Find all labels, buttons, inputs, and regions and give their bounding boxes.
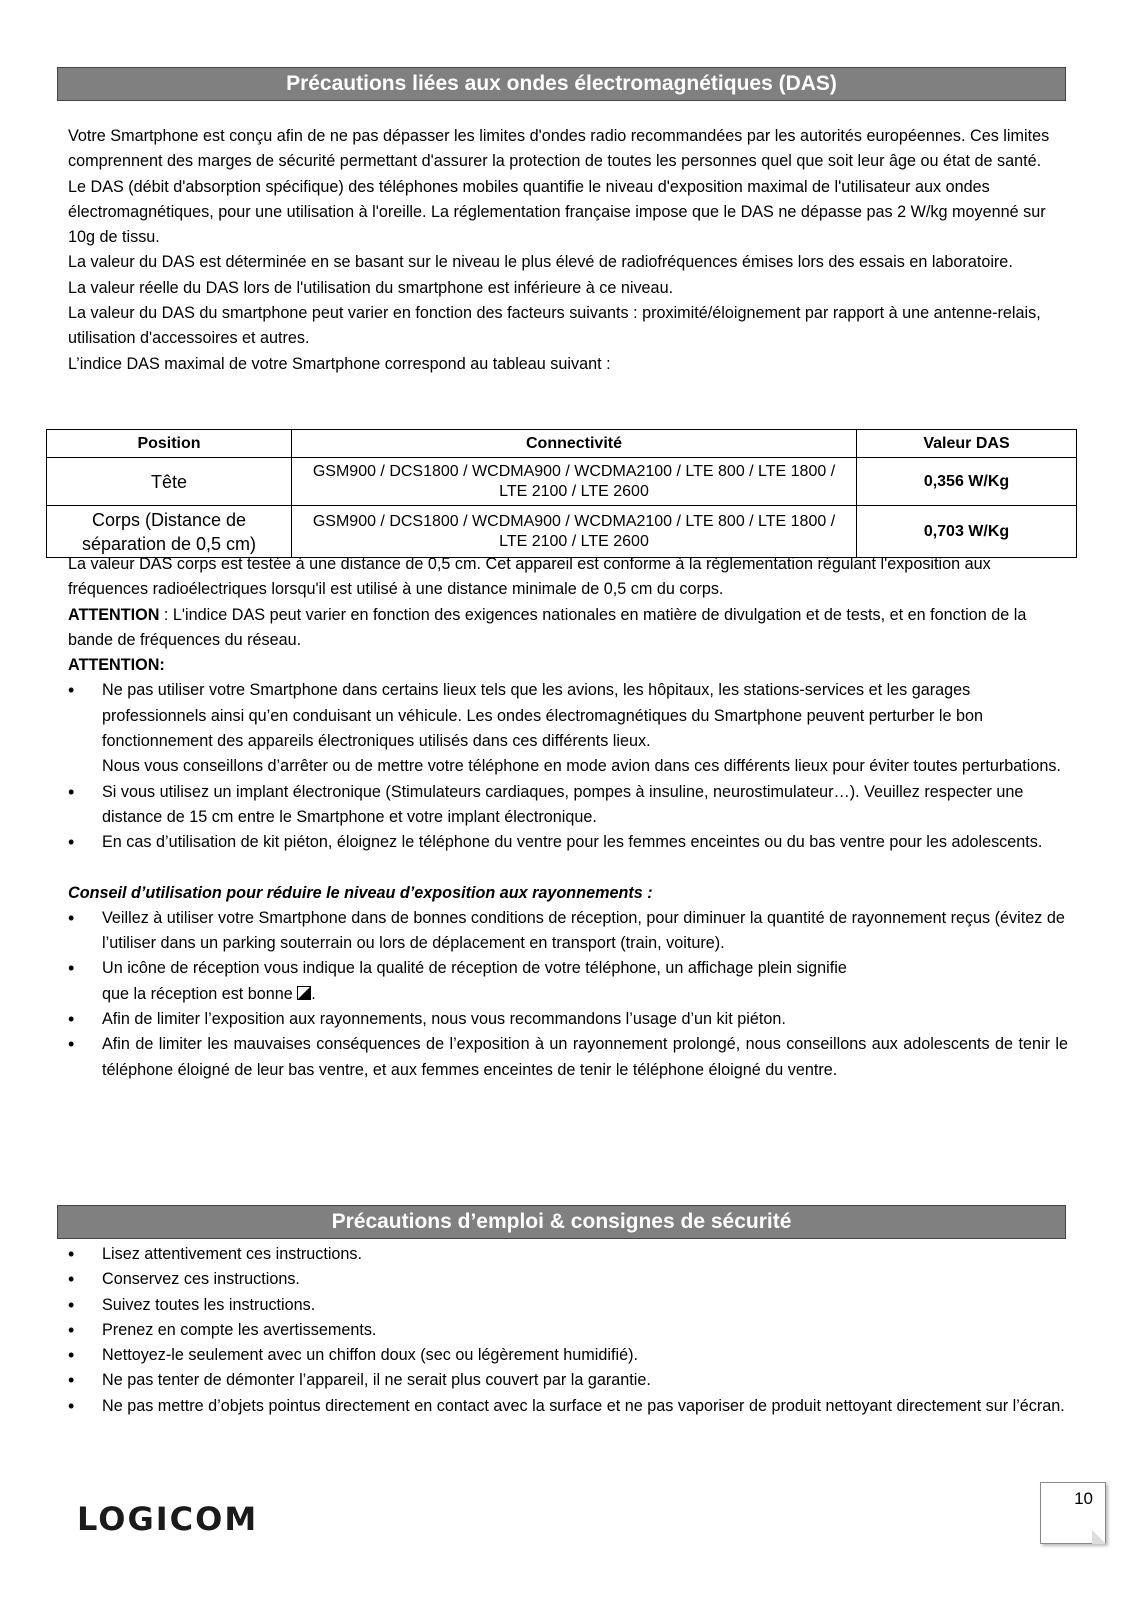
paragraph: Votre Smartphone est conçu afin de ne pas dépasser les limites d'ondes radio recommandées par les autorités européennes. Ces limites comprennent des marges de sécurité permettant d'assurer la protection de toutes les personnes quel que soit leur âge ou état de santé.	[68, 127, 1050, 171]
advice-heading: Conseil d’utilisation pour réduire le niveau d’exposition aux rayonnements :	[68, 883, 653, 902]
logicom-logo: LOGICOM	[77, 1500, 259, 1538]
paragraph: La valeur DAS corps est testée à une distance de 0,5 cm. Cet appareil est conforme à la règlementation régulant l'exposition aux fréquences radioélectriques lorsqu'il est utilisé à une distance minimale de 0,5 cm du corps.	[68, 555, 991, 599]
header-position: Position	[47, 430, 292, 458]
list-item: • Prenez en compte les avertissements.	[68, 1318, 1068, 1343]
attention-list	[68, 678, 1068, 855]
cell-position: Tête	[47, 458, 292, 506]
spacer	[68, 856, 1068, 881]
table-row	[47, 458, 1077, 506]
list-item: • Afin de limiter l’exposition aux rayonnements, nous vous recommandons l’usage d’un kit piéton.	[68, 1007, 1068, 1032]
paragraph: Le DAS (débit d'absorption spécifique) des téléphones mobiles quantifie le niveau d'exposition maximal de l'utilisateur aux ondes électromagnétiques, pour une utilisation à l'oreille. La réglementation française impose que le DAS ne dépasse pas 2 W/kg moyenné sur 10g de tissu.	[68, 177, 1046, 247]
table-header-row	[47, 430, 1077, 458]
list-item: • Conservez ces instructions.	[68, 1267, 1068, 1292]
list-item: • En cas d’utilisation de kit piéton, éloignez le téléphone du ventre pour les femmes enceintes ou du bas ventre pour les adolescents.	[68, 830, 1068, 855]
list-item: • Lisez attentivement ces instructions.	[68, 1242, 1068, 1267]
cell-position-text: Corps (Distance de séparation de 0,5 cm)	[81, 509, 257, 554]
advice-list	[68, 906, 1068, 1083]
list-item: • Ne pas mettre d’objets pointus directement en contact avec la surface et ne pas vaporiser de produit nettoyant directement sur l’écran.	[68, 1394, 1068, 1419]
header-connectivity: Connectivité	[292, 430, 857, 458]
page-number: 10	[1074, 1489, 1093, 1508]
list-item: • Veillez à utiliser votre Smartphone dans de bonnes conditions de réception, pour diminuer la quantité de rayonnement reçus (évitez de l’utiliser dans un parking souterrain ou lors de déplacement en transport (train, voiture).	[68, 906, 1068, 957]
paragraph: La valeur réelle du DAS lors de l'utilisation du smartphone est inférieure à ce niveau.	[68, 278, 674, 297]
list-item: • Si vous utilisez un implant électronique (Stimulateurs cardiaques, pompes à insuline, neurostimulateur…). Veuillez respecter une distance de 15 cm entre le Smartphone et votre implant électronique.	[68, 780, 1068, 831]
attention-text: : L'indice DAS peut varier en fonction des exigences nationales en matière de divulgation et de tests, et en fonction de la bande de fréquences du réseau.	[68, 605, 1027, 649]
cell-value: 0,703 W/Kg	[857, 506, 1077, 558]
paragraph: L’indice DAS maximal de votre Smartphone correspond au tableau suivant :	[68, 354, 611, 373]
section-title-safety: Précautions d’emploi & consignes de sécurité	[57, 1205, 1066, 1239]
attention-paragraph	[68, 603, 1068, 654]
safety-list	[68, 1242, 1068, 1419]
attention-label: ATTENTION	[68, 605, 160, 624]
list-item-text: Ne pas utiliser votre Smartphone dans certains lieux tels que les avions, les hôpitaux, les stations-services et les garages professionnels ainsi qu’en conduisant un véhicule. Les ondes électromagnétiques du Smartphone peuvent perturber le bon fonctionnement des appareils électroniques utilisés dans ces différents lieux.	[102, 681, 984, 751]
cell-connectivity-text: GSM900 / DCS1800 / WCDMA900 / WCDMA2100 / LTE 800 / LTE 1800 / LTE 2100 / LTE 2600	[312, 512, 836, 550]
table-row	[47, 506, 1077, 558]
section-title-das: Précautions liées aux ondes électromagnétiques (DAS)	[57, 67, 1066, 101]
page-number-box	[1040, 1482, 1106, 1544]
list-item	[68, 678, 1068, 779]
list-item: • Ne pas tenter de démonter l’appareil, il ne serait plus couvert par la garantie.	[68, 1368, 1068, 1393]
list-item: • Suivez toutes les instructions.	[68, 1293, 1068, 1318]
attention-heading: ATTENTION:	[68, 656, 165, 675]
cell-position	[47, 506, 292, 558]
safety-text	[68, 1242, 1068, 1419]
list-item-text: que la réception est bonne	[102, 984, 293, 1003]
list-item-text: .	[311, 984, 316, 1003]
das-details-text	[68, 552, 1068, 1083]
list-item	[68, 956, 1068, 1007]
cell-value: 0,356 W/Kg	[857, 458, 1077, 506]
header-value: Valeur DAS	[857, 430, 1077, 458]
list-item: • Afin de limiter les mauvaises conséquences de l’exposition à un rayonnement prolongé, nous conseillons aux adolescents de tenir le téléphone éloigné de leur bas ventre, et aux femmes enceintes de tenir le téléphone éloigné du ventre.	[68, 1032, 1068, 1083]
cell-connectivity	[292, 458, 857, 506]
list-item-text: Nous vous conseillons d’arrêter ou de mettre votre téléphone en mode avion dans ces différents lieux pour éviter toutes perturbations.	[102, 757, 1061, 776]
paragraph: La valeur du DAS du smartphone peut varier en fonction des facteurs suivants : proximité/éloignement par rapport à une antenne-relais, utilisation d'accessoires et autres.	[68, 304, 1041, 348]
das-intro-text	[68, 124, 1068, 377]
list-item: • Nettoyez-le seulement avec un chiffon doux (sec ou légèrement humidifié).	[68, 1343, 1068, 1368]
cell-connectivity-text: GSM900 / DCS1800 / WCDMA900 / WCDMA2100 / LTE 800 / LTE 1800 / LTE 2100 / LTE 2600	[312, 462, 836, 500]
signal-full-icon	[297, 986, 311, 1000]
paragraph: La valeur du DAS est déterminée en se basant sur le niveau le plus élevé de radiofréquences émises lors des essais en laboratoire.	[68, 253, 1013, 272]
cell-connectivity	[292, 506, 857, 558]
das-table	[46, 429, 1077, 558]
list-item-text: Un icône de réception vous indique la qualité de réception de votre téléphone, un affichage plein signifie	[102, 959, 847, 978]
